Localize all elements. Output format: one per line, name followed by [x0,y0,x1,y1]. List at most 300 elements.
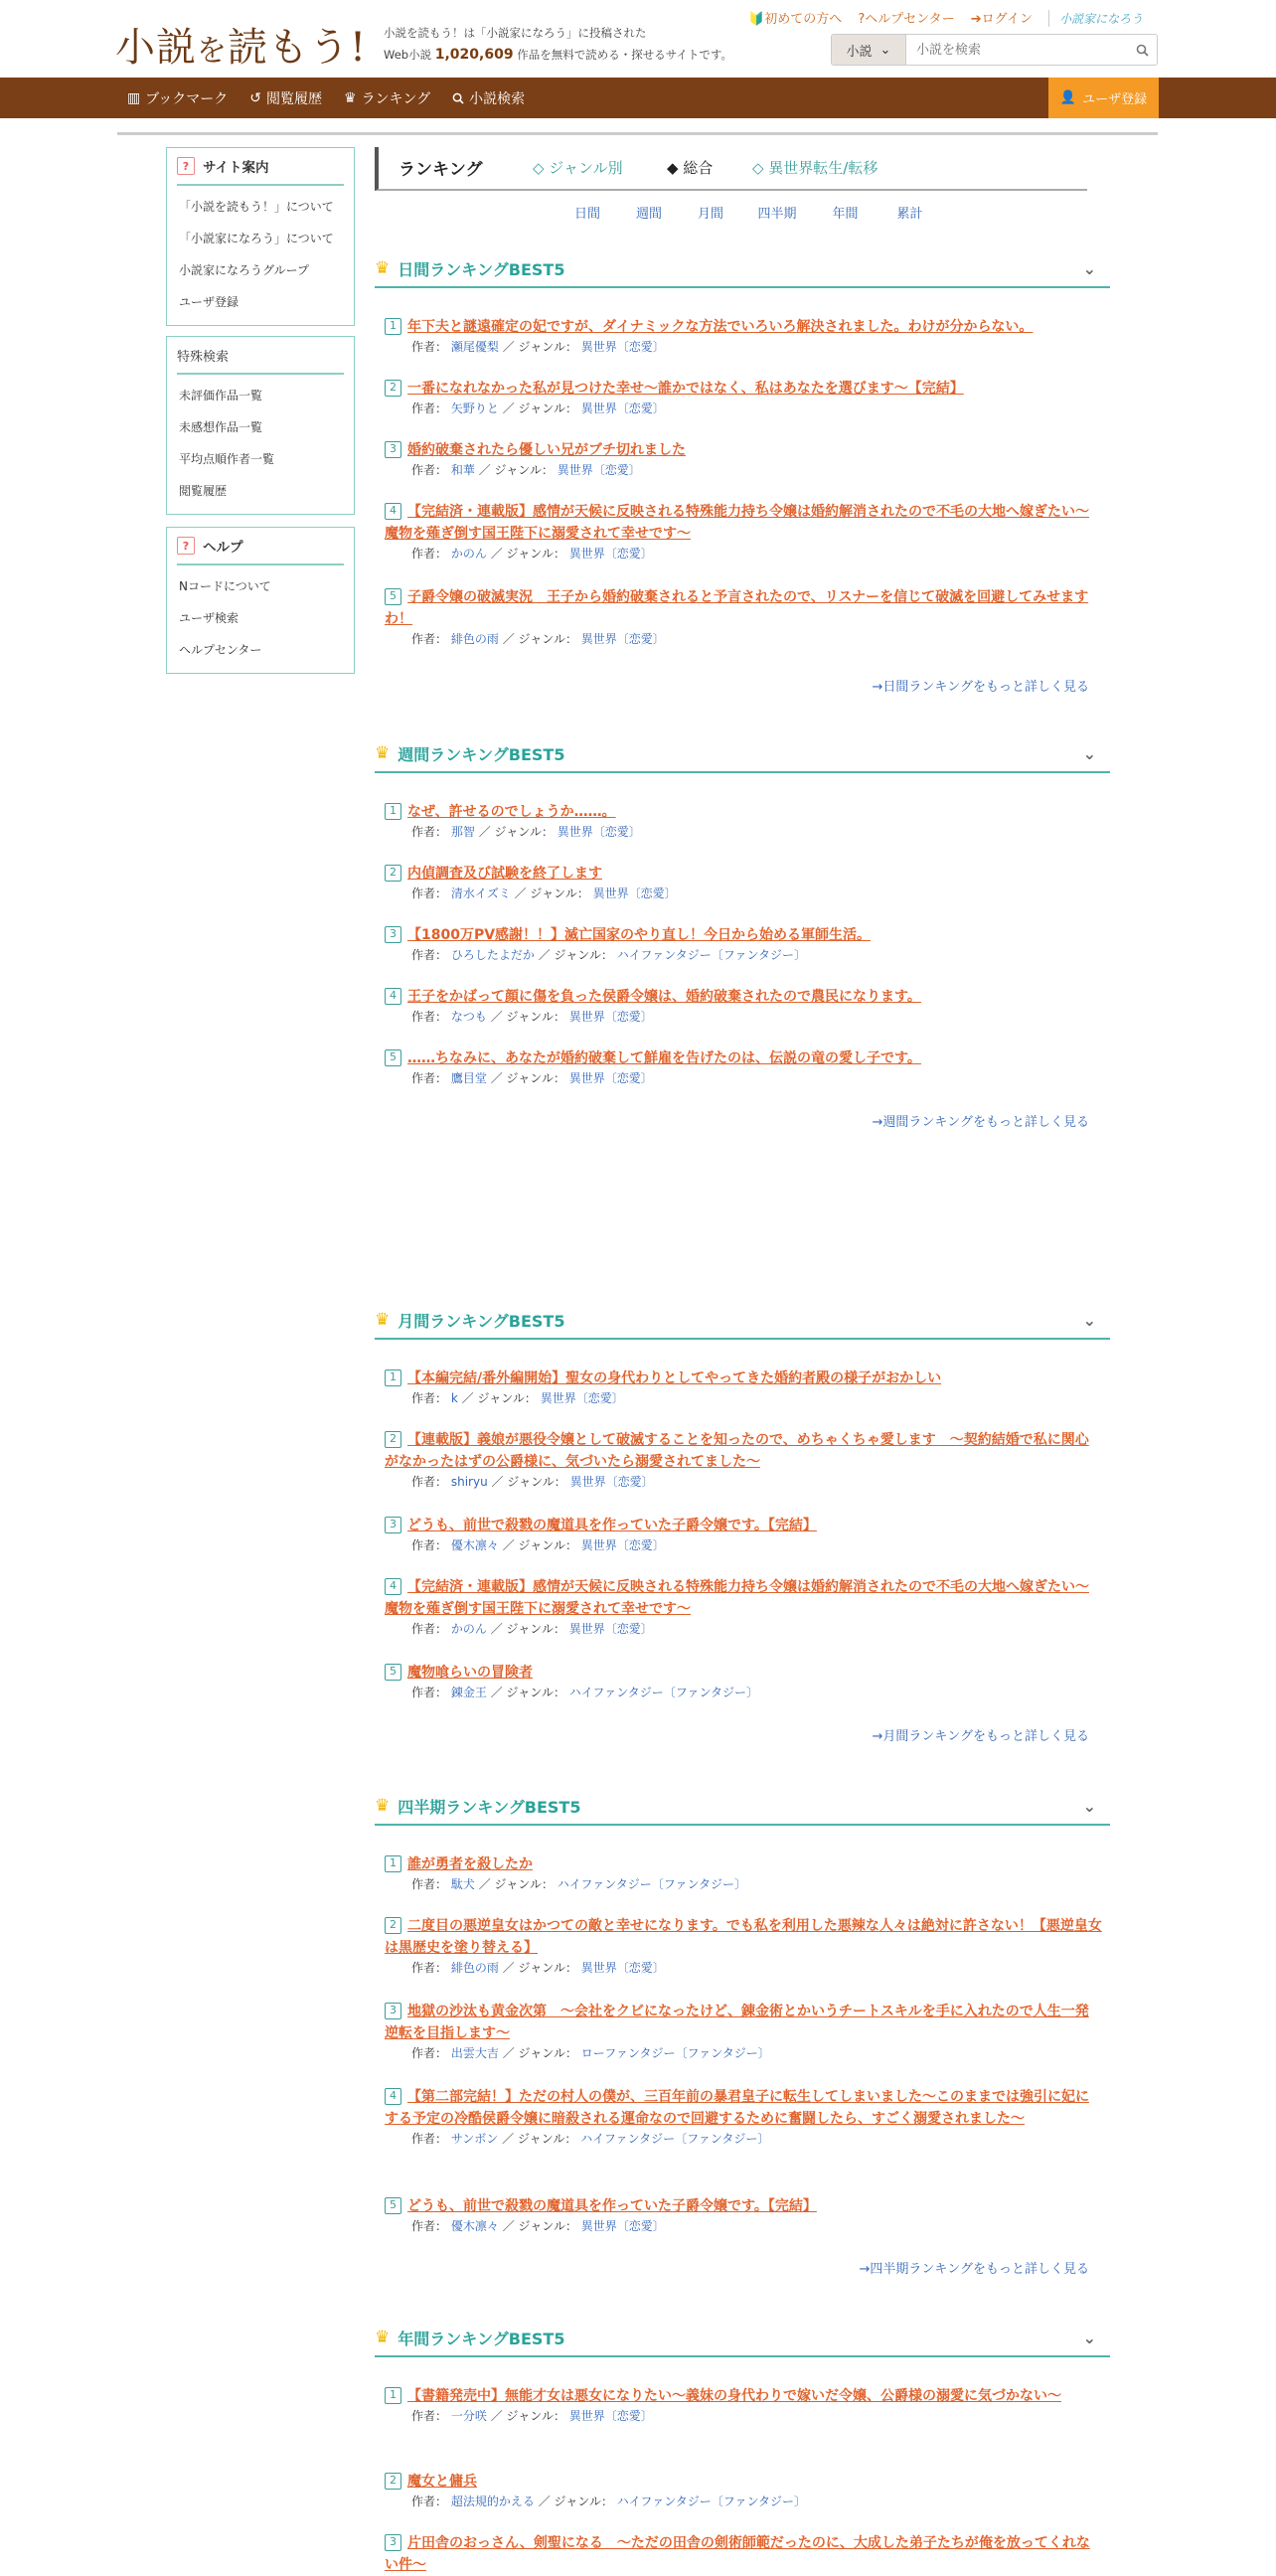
section-header[interactable] [375,1302,1110,1340]
search-icon [452,92,464,104]
ranking-entry [375,1915,1110,1977]
rank-badge: 3 [385,926,401,943]
sidebar-item[interactable]: 未感想作品一覧 [179,419,263,434]
rank-badge: 5 [385,2197,401,2214]
author-link[interactable]: 那智 [450,825,475,839]
rank-badge: 5 [385,588,401,605]
genre-link[interactable]: ハイファンタジー〔ファンタジー〕 [557,1877,746,1891]
genre-label: ／ ジャンル： [538,2495,613,2508]
genre-link[interactable]: 異世界〔恋愛〕 [569,1475,654,1489]
sidebar-item[interactable]: ユーザ登録 [179,294,239,309]
section-title: 月間ランキングBEST5 [398,1311,565,1331]
genre-label: ／ ジャンル： [502,2046,577,2060]
sidebar-title [177,528,344,565]
author-link[interactable]: なつも [450,1010,487,1024]
author-label: 作者： [411,632,448,646]
chevron-down-icon[interactable]: ⌄ [1082,259,1096,278]
ranking-entry [375,1047,1110,1087]
novel-title: ……ちなみに、あなたが婚約破棄して鮮雇を告げたのは、伝説の竜の愛し子です。 [407,1050,921,1066]
ranking-entry [375,924,1110,964]
logo-text-rest: 読もう! [228,25,368,71]
novel-title: 【連載版】義娘が悪役令嬢として破滅することを知ったので、めちゃくちゃ愛します ～契約結婚で私に関心がなかったはずの公爵様に、気づいたら溺愛されてました～ [385,1432,1089,1470]
crown-icon: ♛ [344,89,357,106]
entry-meta [385,885,1102,902]
author-label: 作者： [411,547,448,561]
genre-link[interactable]: 異世界〔恋愛〕 [557,825,641,839]
logo-text: 小説 [115,25,197,71]
novel-title-link[interactable] [385,2385,1102,2407]
ranking-entry [375,2086,1110,2148]
novel-title-link[interactable] [385,2001,1102,2044]
author-link[interactable]: ひろしたよだか [450,948,535,962]
more-ranking-link[interactable]: →四半期ランキングをもっと詳しく見る [859,2262,1089,2277]
question-icon: ? [858,12,866,27]
entry-meta [385,338,1102,356]
entry-meta [385,461,1102,479]
novel-title: 【第二部完結！】ただの村人の僕が、三百年前の暴君皇子に転生してしまいました～このままでは強引に妃にする予定の冷酷侯爵令嬢に暗殺される運命なので回避するために奮闘したら、すごく溺愛されました～ [385,2089,1089,2127]
novel-title: 婚約破棄されたら優しい兄がブチ切れました [407,442,686,458]
genre-link[interactable]: 異世界〔恋愛〕 [568,547,653,561]
more-ranking-link[interactable]: →月間ランキングをもっと詳しく見る [872,1729,1089,1744]
section-title: 年間ランキングBEST5 [398,2329,565,2348]
nav-bookmark-label: ブックマーク [145,90,229,107]
novel-title-link[interactable] [385,1429,1102,1473]
novel-title: どうも、前世で殺戮の魔道具を作っていた子爵令嬢です。【完結】 [407,1518,817,1533]
novel-title-link[interactable] [385,1515,1102,1536]
more-ranking-link[interactable]: →日間ランキングをもっと詳しく見る [872,680,1089,695]
genre-label: ／ ジャンル： [490,1686,565,1699]
ranking-section [375,735,1110,773]
tab-isekai[interactable]: ◇ 異世界転生/転移 [752,159,878,177]
author-label: 作者： [411,1071,448,1085]
question-icon: ? [177,157,195,175]
tagline-line1: 小説を読もう！は「小説家になろう」に投稿された [384,26,647,40]
search-type-select[interactable] [832,35,906,65]
help-center-link[interactable] [858,12,954,27]
genre-label: ／ ジャンル： [502,340,577,354]
author-link[interactable]: shiryu [450,1475,488,1489]
tab-overall[interactable]: ◆ 総合 [667,159,714,177]
novel-title: 【書籍発売中】無能才女は悪女になりたい～義妹の身代わりで嫁いだ令嬢、公爵様の溺愛に気づかない～ [407,2388,1061,2404]
entry-meta [385,2407,1102,2425]
nav-ranking-label: ランキング [361,90,431,107]
author-label: 作者： [411,886,448,900]
entry-meta [385,630,1102,648]
rank-badge: 3 [385,2003,401,2019]
rank-badge: 4 [385,2088,401,2105]
help-center-label: ヘルプセンター [865,12,955,27]
rank-badge: 1 [385,803,401,820]
sidebar-item[interactable]: Nコードについて [179,578,271,593]
novel-title: 王子をかばって顔に傷を負った侯爵令嬢は、婚約破棄されたので農民になります。 [407,989,921,1005]
ranking-entry [375,986,1110,1026]
entry-meta [385,400,1102,417]
genre-link[interactable]: 異世界〔恋愛〕 [580,1538,665,1552]
ranking-header [375,147,1087,191]
author-label: 作者： [411,2219,448,2233]
novel-title-link[interactable] [385,1915,1102,1959]
novel-title: 子爵令嬢の破滅実況 王子から婚約破棄されると予言されたので、リスナーを信じて破滅を回避してみせますわ！ [385,589,1089,627]
ranking-entry [375,1515,1110,1554]
novel-title-link[interactable] [385,924,1102,946]
search-input[interactable] [906,35,1127,65]
genre-label: ／ ジャンル： [491,1475,566,1489]
author-link[interactable]: 瀬尾優梨 [450,340,499,354]
novel-title: 【1800万PV感謝！！】滅亡国家のやり直し！今日から始める軍師生活。 [407,927,872,943]
sidebar-item[interactable]: 「小説を読もう！」について [179,199,334,214]
rank-badge: 2 [385,2473,401,2490]
nav-history-label: 閲覧履歴 [266,90,322,107]
novel-title: 【完結済・連載版】感情が天候に反映される特殊能力持ち令嬢は婚約解消されたので不毛の大地へ嫁ぎたい～魔物を薙ぎ倒す国王陛下に溺愛されて幸せです～ [385,1579,1089,1617]
sidebar-site-guide [166,147,355,326]
sidebar-help [166,527,355,674]
crown-icon: ♛ [375,743,391,763]
author-link[interactable]: 清水イズミ [450,886,511,900]
login-icon: ➔ [970,12,982,27]
genre-label: ／ ジャンル： [502,2219,577,2233]
chevron-down-icon[interactable]: ⌄ [1082,1797,1096,1816]
author-label: 作者： [411,1391,448,1405]
genre-link[interactable]: ハイファンタジー〔ファンタジー〕 [616,2495,806,2508]
genre-link[interactable]: ローファンタジー〔ファンタジー〕 [580,2046,770,2060]
novel-title-link[interactable] [385,316,1102,338]
ranking-entry [375,2532,1110,2576]
section-header[interactable] [375,735,1110,773]
sidebar-title-text: ヘルプ [203,540,243,556]
entry-meta [385,823,1102,841]
nav-bookmark[interactable] [127,78,228,118]
author-link[interactable]: 緋色の雨 [450,632,499,646]
novel-title-link[interactable] [385,1662,1102,1684]
site-logo[interactable] [115,16,367,73]
login-label: ログイン [981,12,1034,27]
search-button[interactable] [1127,35,1157,65]
novel-title: 【完結済・連載版】感情が天候に反映される特殊能力持ち令嬢は婚約解消されたので不毛の大地へ嫁ぎたい～魔物を薙ぎ倒す国王陛下に溺愛されて幸せです～ [385,504,1089,542]
author-link[interactable]: 和華 [450,463,475,477]
ranking-section [375,1302,1110,1340]
beginner-link-label: 初めての方へ [764,12,843,27]
crown-icon: ♛ [375,258,391,278]
sidebar-item[interactable]: 小説家になろうグループ [179,262,310,277]
entry-meta [385,1008,1102,1026]
genre-label: ／ ジャンル： [490,1071,565,1085]
novel-title-link[interactable] [385,2532,1102,2576]
genre-link[interactable]: 異世界〔恋愛〕 [557,463,641,477]
ranking-entry [375,1576,1110,1638]
entry-meta [385,1536,1102,1554]
period-tab[interactable]: 年間 [832,207,859,222]
nav-search-label: 小説検索 [469,90,526,107]
nav-ranking[interactable] [344,78,430,118]
author-label: 作者： [411,1622,448,1636]
sidebar-item[interactable]: 平均点順作者一覧 [179,451,275,466]
chevron-down-icon[interactable]: ⌄ [1082,744,1096,763]
section-header[interactable] [375,2320,1110,2357]
ranking-section [375,1788,1110,1826]
novel-count: 1,020,609 [434,47,514,63]
ranking-entry [375,1853,1110,1893]
genre-link[interactable]: 異世界〔恋愛〕 [568,1010,653,1024]
genre-label: ／ ジャンル： [502,402,577,415]
novel-title-link[interactable] [385,2195,1102,2217]
author-label: 作者： [411,1475,448,1489]
novel-title: 誰が勇者を殺したか [407,1856,533,1872]
sidebar-special-search [166,336,355,515]
section-header[interactable] [375,1788,1110,1826]
logo-text-small: を [197,34,228,69]
ranking-section [375,250,1110,288]
genre-label: ／ ジャンル： [478,825,554,839]
genre-label: ／ ジャンル： [514,886,589,900]
genre-link[interactable]: 異世界〔恋愛〕 [568,1622,653,1636]
entry-meta [385,2217,1102,2235]
author-label: 作者： [411,2132,448,2146]
novel-title: 片田舎のおっさん、剣聖になる ～ただの田舎の剣術師範だったのに、大成した弟子たちが俺を放ってくれない件～ [385,2535,1090,2573]
section-title: 週間ランキングBEST5 [398,744,565,764]
novel-title: 地獄の沙汰も黄金次第 ～会社をクビになったけど、錬金術とかいうチートスキルを手に入れたので人生一発逆転を目指します～ [385,2004,1089,2041]
author-label: 作者： [411,2046,448,2060]
register-label: ユーザ登録 [1082,92,1148,107]
section-title: 四半期ランキングBEST5 [398,1797,581,1817]
genre-label: ／ ジャンル： [538,948,613,962]
author-link[interactable]: 駄犬 [450,1877,475,1891]
novel-title-link[interactable] [385,1853,1102,1875]
period-tab[interactable]: 週間 [635,207,662,222]
ranking-entry [375,2471,1110,2510]
sidebar-item[interactable]: 「小説家になろう」について [179,231,334,245]
genre-label: ／ ジャンル： [502,1538,577,1552]
author-label: 作者： [411,1961,448,1975]
novel-title-link[interactable] [385,986,1102,1008]
author-link[interactable]: 鷹目堂 [450,1071,487,1085]
rank-badge: 1 [385,1369,401,1386]
top-links [748,8,1143,27]
crown-icon: ♛ [375,1310,391,1330]
novel-title-link[interactable] [385,1368,1102,1389]
tagline-suffix: 作品を無料で読める・探せるサイトです。 [517,48,732,62]
author-link[interactable]: 超法規的かえる [450,2495,535,2508]
author-label: 作者： [411,825,448,839]
bookmark-icon: ▥ [127,89,141,106]
genre-link[interactable]: ハイファンタジー〔ファンタジー〕 [580,2132,770,2146]
genre-link[interactable]: 異世界〔恋愛〕 [568,1071,653,1085]
author-link[interactable]: 出雲大吉 [450,2046,499,2060]
entry-meta [385,1389,1102,1407]
novel-title: なぜ、許せるのでしょうか……。 [407,804,616,820]
author-link[interactable]: 緋色の雨 [450,1961,499,1975]
ranking-entry [375,501,1110,563]
author-link[interactable]: 矢野りと [450,402,499,415]
author-link[interactable]: かのん [450,547,487,561]
entry-meta [385,2130,1102,2148]
ranking-entry [375,1429,1110,1491]
sidebar-title-text: サイト案内 [203,160,269,176]
crown-icon: ♛ [375,1796,391,1816]
novel-title-link[interactable] [385,1576,1102,1620]
search-bar [831,34,1158,66]
author-label: 作者： [411,1686,448,1699]
author-label: 作者： [411,463,448,477]
genre-link[interactable]: ハイファンタジー〔ファンタジー〕 [616,948,806,962]
genre-link[interactable]: 異世界〔恋愛〕 [580,340,665,354]
sidebar-item[interactable]: 閲覧履歴 [179,483,228,498]
novel-title: 二度目の悪逆皇女はかつての敵と幸せになります。でも私を利用した悪辣な人々は絶対に許さない！【悪逆皇女は黒歴史を塗り替える】 [385,1918,1102,1956]
novel-title-link[interactable] [385,2086,1102,2130]
author-link[interactable]: k [450,1391,458,1405]
genre-label: ／ ジャンル： [490,2409,565,2423]
ranking-entry [375,2001,1110,2062]
genre-link[interactable]: ハイファンタジー〔ファンタジー〕 [568,1686,758,1699]
period-tab[interactable]: 四半期 [757,207,797,222]
entry-meta [385,946,1102,964]
tagline-prefix: Web小説 [384,48,432,62]
tab-genre[interactable]: ◇ ジャンル別 [533,159,623,177]
genre-label: ／ ジャンル： [502,632,577,646]
tagline-line2 [384,44,732,66]
novel-title-link[interactable] [385,1047,1102,1069]
user-icon: 👤 [1059,90,1077,105]
author-label: 作者： [411,1877,448,1891]
rank-badge: 2 [385,1917,401,1934]
genre-link[interactable]: 異世界〔恋愛〕 [592,886,677,900]
narou-logo[interactable]: 小説家になろう [1048,10,1143,27]
genre-link[interactable]: 異世界〔恋愛〕 [580,402,665,415]
genre-label: ／ ジャンル： [490,1622,565,1636]
novel-title-link[interactable] [385,801,1102,823]
site-header [0,0,1276,78]
ranking-entry [375,439,1110,479]
novel-title-link[interactable] [385,378,1102,400]
novel-title-link[interactable] [385,863,1102,885]
novel-title-link[interactable] [385,439,1102,461]
ranking-entry [375,2385,1110,2425]
rank-badge: 1 [385,318,401,335]
search-type-value: 小説 [846,44,873,60]
entry-meta [385,545,1102,563]
genre-label: ／ ジャンル： [478,1877,554,1891]
author-link[interactable]: 優木凛々 [450,2219,499,2233]
genre-label: ／ ジャンル： [502,2132,577,2146]
ranking-entry [375,1368,1110,1407]
author-link[interactable]: サンボン [450,2132,499,2146]
novel-title: 一番になれなかった私が見つけた幸せ〜誰かではなく、私はあなたを選びます〜【完結】 [407,381,964,397]
ranking-section [375,2320,1110,2357]
genre-label: ／ ジャンル： [461,1391,537,1405]
entry-meta [385,2493,1102,2510]
author-label: 作者： [411,2495,448,2508]
genre-label: ／ ジャンル： [478,463,554,477]
rank-badge: 3 [385,1517,401,1533]
ranking-entry [375,1662,1110,1701]
site-tagline [384,22,732,66]
novel-title-link[interactable] [385,2471,1102,2493]
novel-title: 【本編完結/番外編開始】聖女の身代わりとしてやってきた婚約者殿の様子がおかしい [407,1370,942,1386]
entry-meta [385,1069,1102,1087]
rank-badge: 2 [385,380,401,397]
beginner-link[interactable] [748,12,842,27]
author-link[interactable]: 優木凛々 [450,1538,499,1552]
ranking-entry [375,2195,1110,2235]
entry-meta [385,1620,1102,1638]
chevron-down-icon[interactable]: ⌄ [1082,1311,1096,1330]
rank-badge: 2 [385,865,401,882]
nav-search[interactable] [452,78,525,118]
genre-link[interactable]: 異世界〔恋愛〕 [580,632,665,646]
novel-title: 魔女と傭兵 [407,2474,477,2490]
author-label: 作者： [411,340,448,354]
entry-meta [385,2044,1102,2062]
author-label: 作者： [411,402,448,415]
entry-meta [385,1875,1102,1893]
genre-link[interactable]: 異世界〔恋愛〕 [568,2409,653,2423]
author-label: 作者： [411,1538,448,1552]
genre-label: ／ ジャンル： [490,547,565,561]
author-label: 作者： [411,1010,448,1024]
ranking-entry [375,586,1110,648]
register-button[interactable] [1048,78,1159,118]
section-title: 日間ランキングBEST5 [398,259,565,279]
sidebar-title: 特殊検索 [177,337,344,375]
ranking-entry [375,801,1110,841]
period-tab[interactable]: 累計 [896,207,923,222]
genre-link[interactable]: 異世界〔恋愛〕 [580,2219,665,2233]
novel-title: 年下夫と謎遠確定の妃ですが、ダイナミックな方法でいろいろ解決されました。わけが分からない。 [407,319,1034,335]
nav-history[interactable] [249,78,322,118]
more-ranking-link[interactable]: →週間ランキングをもっと詳しく見る [872,1115,1089,1130]
period-tab[interactable]: 月間 [697,207,723,222]
genre-link[interactable]: 異世界〔恋愛〕 [540,1391,624,1405]
novel-title: 内偵調査及び試験を終了します [407,866,602,882]
novel-title-link[interactable] [385,586,1102,630]
entry-meta [385,1959,1102,1977]
ranking-entry [375,863,1110,902]
sidebar-item[interactable]: 未評価作品一覧 [179,388,263,402]
author-label: 作者： [411,948,448,962]
crown-icon: ♛ [375,2328,391,2347]
rank-badge: 5 [385,1664,401,1681]
rank-badge: 4 [385,1578,401,1595]
sidebar-item[interactable]: ユーザ検索 [179,610,239,625]
rank-badge: 2 [385,1431,401,1448]
chevron-down-icon: ⌄ [879,42,891,58]
rank-badge: 1 [385,1855,401,1872]
rank-badge: 4 [385,988,401,1005]
period-tabs [557,203,942,222]
novel-title: どうも、前世で殺戮の魔道具を作っていた子爵令嬢です。【完結】 [407,2198,817,2214]
section-header[interactable] [375,250,1110,288]
question-icon: ? [177,537,195,555]
login-link[interactable] [971,12,1033,27]
ranking-entry [375,378,1110,417]
author-link[interactable]: 錬金王 [450,1686,487,1699]
author-link[interactable]: 一分咲 [450,2409,487,2423]
sidebar-item[interactable]: ヘルプセンター [179,642,262,657]
rank-badge: 4 [385,503,401,520]
genre-link[interactable]: 異世界〔恋愛〕 [580,1961,665,1975]
chevron-down-icon[interactable]: ⌄ [1082,2329,1096,2347]
rank-badge: 3 [385,441,401,458]
divider [117,132,1158,135]
ranking-entry [375,316,1110,356]
novel-title-link[interactable] [385,501,1102,545]
rank-badge: 1 [385,2387,401,2404]
sidebar-title [177,148,344,186]
search-icon [1136,44,1149,57]
page-title: ランキング [399,160,483,180]
period-tab[interactable]: 日間 [573,207,600,222]
author-link[interactable]: かのん [450,1622,487,1636]
entry-meta [385,1684,1102,1701]
